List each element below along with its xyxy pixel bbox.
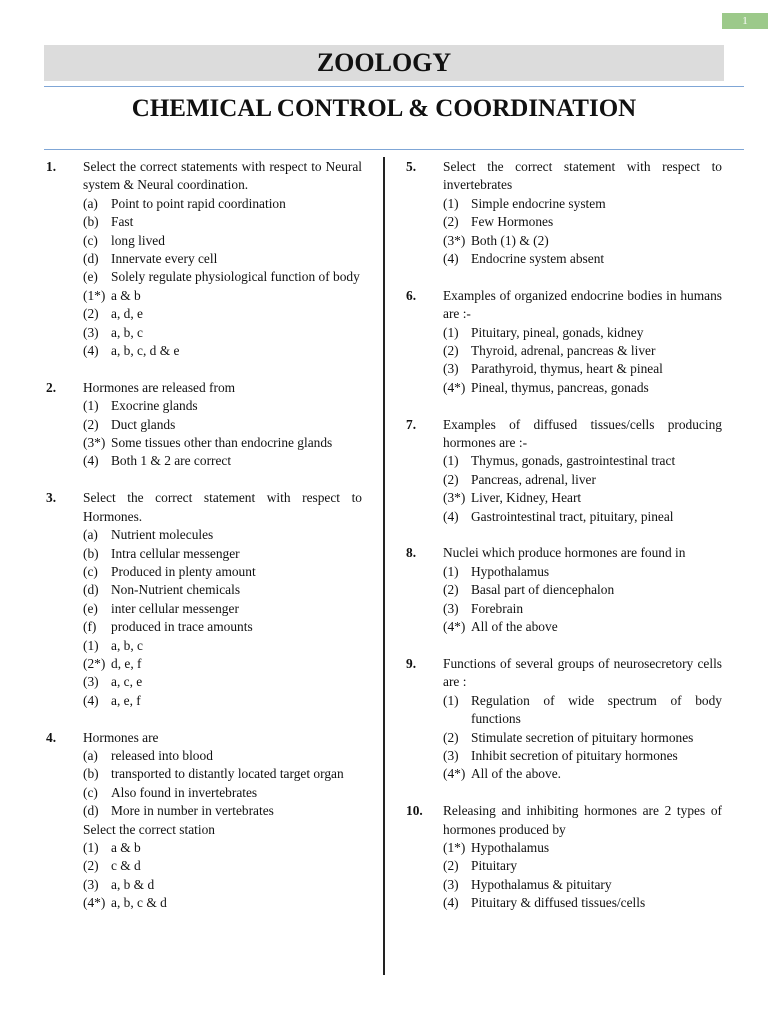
question-option-label: (2) xyxy=(83,306,99,322)
question-stem: Examples of diffused tissues/cells producing hormones are :- xyxy=(443,416,722,451)
question-option-label: (f) xyxy=(83,619,97,635)
question-number: 10. xyxy=(406,803,423,819)
question-option-text: Produced in plenty amount xyxy=(111,563,256,579)
question-number: 3. xyxy=(46,490,57,506)
question-option-label: (4) xyxy=(443,251,459,267)
question-block xyxy=(406,287,722,397)
answer-option xyxy=(46,894,362,912)
question-option-text: Solely regulate physiological function of body xyxy=(111,269,360,285)
question-block xyxy=(46,729,362,913)
question-option xyxy=(406,360,722,378)
question-option-text: a, d, e xyxy=(111,306,143,322)
question-option-text: Duct glands xyxy=(111,416,176,432)
question-option xyxy=(46,305,362,323)
question-option-label: (4*) xyxy=(443,766,466,782)
question-number: 4. xyxy=(46,729,57,745)
question-option xyxy=(46,784,362,802)
question-option-text: Forebrain xyxy=(471,600,524,616)
question-option-label: (2) xyxy=(443,858,459,874)
question-option-label: (3*) xyxy=(83,435,106,451)
answer-option xyxy=(46,876,362,894)
question-option xyxy=(46,637,362,655)
question-option-label: (1) xyxy=(443,563,459,579)
question-stem-row xyxy=(406,802,722,839)
question-option xyxy=(406,876,722,894)
question-option-text: Pituitary xyxy=(471,858,518,874)
question-option-label: (e) xyxy=(83,269,98,285)
question-option-label: (b) xyxy=(83,545,99,561)
question-option-label: (1) xyxy=(443,453,459,469)
question-stem-row xyxy=(406,158,722,195)
question-option xyxy=(406,342,722,360)
question-option-label: (3*) xyxy=(443,232,466,248)
question-option xyxy=(46,765,362,783)
question-option-text: Pineal, thymus, pancreas, gonads xyxy=(471,379,649,395)
question-number: 9. xyxy=(406,655,417,671)
question-option-text: All of the above. xyxy=(471,766,561,782)
title-divider-rule xyxy=(44,149,744,150)
question-option xyxy=(406,839,722,857)
question-option-text: Liver, Kidney, Heart xyxy=(471,490,582,506)
question-option-text: transported to distantly located target organ xyxy=(111,766,344,782)
question-option xyxy=(406,765,722,783)
question-option-text: a, b, c, d & e xyxy=(111,343,180,359)
question-option xyxy=(46,563,362,581)
question-block xyxy=(46,158,362,360)
question-option xyxy=(46,342,362,360)
question-option-text: Both (1) & (2) xyxy=(471,232,549,248)
question-option-label: (c) xyxy=(83,563,98,579)
question-option-label: (2) xyxy=(443,214,459,230)
question-option xyxy=(406,581,722,599)
question-option-label: (d) xyxy=(83,803,99,819)
question-option xyxy=(46,324,362,342)
question-option-label: (4) xyxy=(83,343,99,359)
question-option xyxy=(406,894,722,912)
question-option-label: (b) xyxy=(83,214,99,230)
question-option-text: Endocrine system absent xyxy=(471,251,605,267)
question-option xyxy=(406,747,722,765)
question-option-text: Thyroid, adrenal, pancreas & liver xyxy=(471,343,656,359)
question-number: 6. xyxy=(406,287,417,303)
question-option xyxy=(406,489,722,507)
question-option-text: a, e, f xyxy=(111,692,141,708)
question-option-label: (a) xyxy=(83,195,98,211)
question-option-label: (c) xyxy=(83,784,98,800)
question-option-text: Basal part of diencephalon xyxy=(471,582,615,598)
question-option xyxy=(46,747,362,765)
answer-option-text: a & b xyxy=(111,839,141,855)
question-option-text: a & b xyxy=(111,287,141,303)
right-question-column xyxy=(406,158,722,931)
answer-option-text: c & d xyxy=(111,858,141,874)
question-option xyxy=(46,600,362,618)
question-number: 7. xyxy=(406,416,417,432)
question-block xyxy=(406,158,722,268)
question-option xyxy=(406,508,722,526)
question-option xyxy=(406,232,722,250)
question-option-text: More in number in vertebrates xyxy=(111,803,274,819)
question-option-label: (1*) xyxy=(83,287,106,303)
question-option xyxy=(46,655,362,673)
question-option-text: Also found in invertebrates xyxy=(111,784,258,800)
question-option-text: Regulation of wide spectrum of body functions xyxy=(471,692,722,727)
column-divider xyxy=(383,157,385,975)
question-option xyxy=(406,213,722,231)
answer-option xyxy=(46,857,362,875)
question-option-label: (4) xyxy=(83,453,99,469)
question-option-text: d, e, f xyxy=(111,655,142,671)
question-option xyxy=(46,416,362,434)
question-stem-row xyxy=(46,158,362,195)
question-stem: Select the correct statements with respect to Neural system & Neural coordination. xyxy=(83,159,362,193)
question-option xyxy=(406,600,722,618)
question-option-label: (c) xyxy=(83,232,98,248)
answer-option-label: (3) xyxy=(83,876,99,892)
question-option-text: Simple endocrine system xyxy=(471,195,606,211)
question-option xyxy=(406,618,722,636)
question-option-label: (a) xyxy=(83,747,98,763)
answer-option-label: (2) xyxy=(83,858,99,874)
question-option xyxy=(406,324,722,342)
question-option-label: (3) xyxy=(83,674,99,690)
question-stem-row xyxy=(406,416,722,453)
question-option-text: Pancreas, adrenal, liver xyxy=(471,471,596,487)
question-option-text: Hypothalamus & pituitary xyxy=(471,876,612,892)
question-option-text: Hypothalamus xyxy=(471,563,550,579)
question-option xyxy=(46,195,362,213)
question-option-text: Pituitary, pineal, gonads, kidney xyxy=(471,324,644,340)
question-option-label: (1) xyxy=(443,195,459,211)
question-option-text: Nutrient molecules xyxy=(111,527,214,543)
question-number: 5. xyxy=(406,159,417,174)
top-divider-rule xyxy=(44,86,744,87)
question-option xyxy=(406,857,722,875)
question-option xyxy=(46,250,362,268)
question-option xyxy=(406,692,722,729)
question-block xyxy=(406,802,722,912)
question-block xyxy=(406,416,722,526)
question-option-label: (1) xyxy=(83,637,99,653)
question-block xyxy=(46,379,362,471)
question-option-label: (3) xyxy=(443,600,459,616)
question-option-label: (2) xyxy=(83,416,99,432)
question-stem: Releasing and inhibiting hormones are 2 types of hormones produced by xyxy=(443,803,722,837)
question-option-label: (a) xyxy=(83,527,98,543)
question-option xyxy=(46,526,362,544)
question-option-text: a, c, e xyxy=(111,674,143,690)
question-stem: Select the correct statement with respect to invertebrates xyxy=(443,159,722,193)
question-option-label: (4) xyxy=(443,508,459,524)
question-number: 8. xyxy=(406,545,417,561)
question-stem-row xyxy=(46,379,362,397)
question-stem-row xyxy=(46,489,362,526)
question-option xyxy=(46,287,362,305)
question-option xyxy=(46,545,362,563)
question-option-text: Pituitary & diffused tissues/cells xyxy=(471,895,646,911)
question-option xyxy=(46,397,362,415)
question-option xyxy=(46,618,362,636)
question-option-label: (1) xyxy=(443,324,459,340)
question-option-text: released into blood xyxy=(111,747,213,763)
question-option xyxy=(406,471,722,489)
question-option-label: (e) xyxy=(83,600,98,616)
question-option-label: (d) xyxy=(83,251,99,267)
question-option xyxy=(46,452,362,470)
question-option xyxy=(406,195,722,213)
question-option-label: (2) xyxy=(443,471,459,487)
question-stem: Hormones are released from xyxy=(83,379,236,395)
question-option xyxy=(46,802,362,820)
answer-option-label: (1) xyxy=(83,839,99,855)
question-option-label: (3) xyxy=(83,324,99,340)
question-stem-row xyxy=(406,287,722,324)
question-stem: Nuclei which produce hormones are found in xyxy=(443,545,686,561)
question-option-text: All of the above xyxy=(471,619,558,635)
question-option-text: inter cellular messenger xyxy=(111,600,239,616)
question-option-text: Both 1 & 2 are correct xyxy=(111,453,232,469)
question-option-label: (2*) xyxy=(83,655,106,671)
question-option xyxy=(406,452,722,470)
question-option-text: Gastrointestinal tract, pituitary, pineal xyxy=(471,508,674,524)
answer-option-text: a, b & d xyxy=(111,876,155,892)
question-option xyxy=(46,673,362,691)
question-option-text: Few Hormones xyxy=(471,214,554,230)
question-option-text: Inhibit secretion of pituitary hormones xyxy=(471,747,678,763)
subject-title: ZOOLOGY xyxy=(44,45,724,81)
question-option-text: Parathyroid, thymus, heart & pineal xyxy=(471,361,663,377)
question-instruction: Select the correct station xyxy=(83,821,215,837)
question-stem: Select the correct statement with respect to Hormones. xyxy=(83,490,362,524)
question-option-label: (3*) xyxy=(443,490,466,506)
question-option xyxy=(46,213,362,231)
question-block xyxy=(406,544,722,636)
question-option xyxy=(46,434,362,452)
question-option-label: (1) xyxy=(443,692,459,708)
question-option xyxy=(406,729,722,747)
question-block xyxy=(406,655,722,784)
question-option-label: (d) xyxy=(83,582,99,598)
question-option-label: (3) xyxy=(443,876,459,892)
question-option xyxy=(46,692,362,710)
question-option-text: Exocrine glands xyxy=(111,398,198,414)
page-number-badge: 1 xyxy=(722,13,768,29)
question-option-text: Stimulate secretion of pituitary hormones xyxy=(471,729,694,745)
question-stem: Functions of several groups of neurosecretory cells are : xyxy=(443,655,722,690)
question-block xyxy=(46,489,362,710)
question-option xyxy=(406,250,722,268)
question-option-label: (2) xyxy=(443,343,459,359)
question-option-text: Non-Nutrient chemicals xyxy=(111,582,241,598)
question-option-label: (4*) xyxy=(443,379,466,395)
question-option-text: a, b, c xyxy=(111,324,143,340)
question-option-text: Thymus, gonads, gastrointestinal tract xyxy=(471,453,676,469)
question-stem-row xyxy=(406,544,722,562)
question-stem: Examples of organized endocrine bodies in humans are :- xyxy=(443,287,722,322)
question-option xyxy=(46,232,362,250)
question-number: 1. xyxy=(46,159,57,174)
question-option-text: long lived xyxy=(111,232,165,248)
question-option xyxy=(406,563,722,581)
answer-option-text: a, b, c & d xyxy=(111,895,167,911)
question-option-label: (b) xyxy=(83,766,99,782)
question-option-text: produced in trace amounts xyxy=(111,619,253,635)
question-number: 2. xyxy=(46,379,57,395)
question-option-text: Point to point rapid coordination xyxy=(111,195,286,211)
question-option xyxy=(46,268,362,286)
question-option-label: (3) xyxy=(443,361,459,377)
question-stem-row xyxy=(46,729,362,747)
question-option xyxy=(46,581,362,599)
question-option-text: Fast xyxy=(111,214,134,230)
question-option-label: (1*) xyxy=(443,839,466,855)
question-option-label: (3) xyxy=(443,747,459,763)
question-option-text: Innervate every cell xyxy=(111,251,218,267)
question-option-text: a, b, c xyxy=(111,637,143,653)
question-option-label: (4) xyxy=(83,692,99,708)
question-option-text: Hypothalamus xyxy=(471,839,550,855)
question-option-label: (2) xyxy=(443,582,459,598)
chapter-title: CHEMICAL CONTROL & COORDINATION xyxy=(131,95,637,122)
question-stem: Hormones are xyxy=(83,729,159,745)
question-option-label: (1) xyxy=(83,398,99,414)
question-option-text: Some tissues other than endocrine glands xyxy=(111,435,333,451)
question-option-label: (4) xyxy=(443,895,459,911)
question-option xyxy=(406,379,722,397)
question-option-text: Intra cellular messenger xyxy=(111,545,240,561)
question-option-label: (4*) xyxy=(443,619,466,635)
left-question-column xyxy=(46,158,362,931)
question-option-label: (2) xyxy=(443,729,459,745)
answer-option-label: (4*) xyxy=(83,895,106,911)
question-stem-row xyxy=(406,655,722,692)
answer-option xyxy=(46,839,362,857)
